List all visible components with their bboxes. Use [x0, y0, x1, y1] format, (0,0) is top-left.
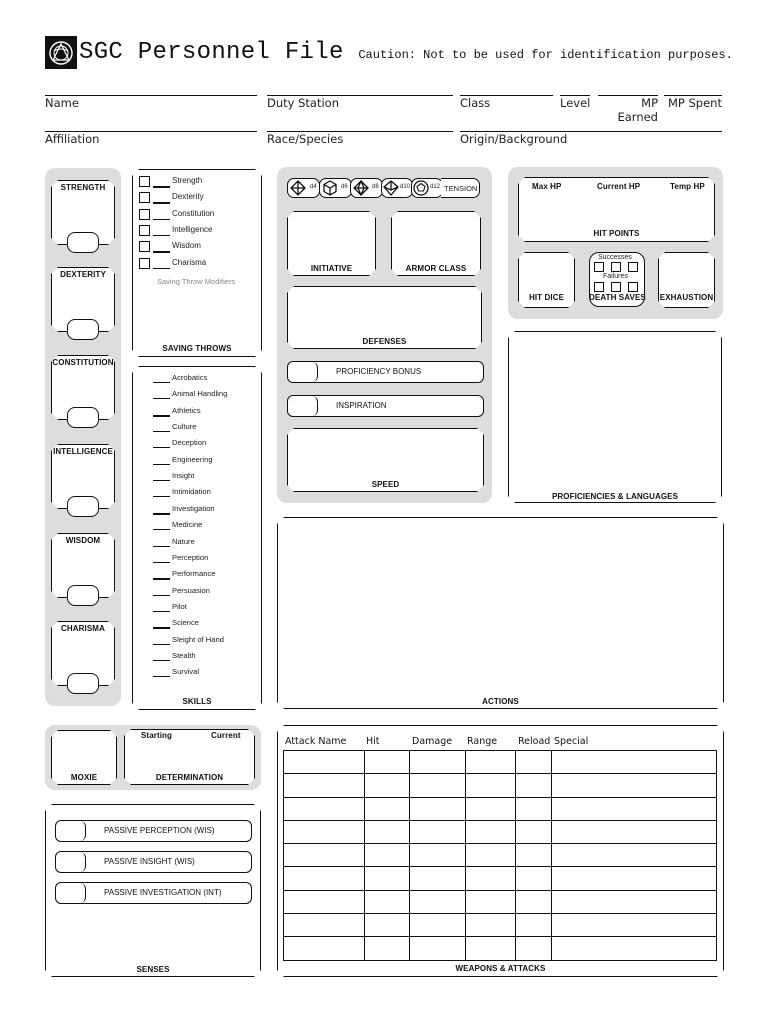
save-checkbox-intelligence[interactable]	[139, 225, 150, 236]
table-row	[284, 937, 717, 960]
save-label-intelligence: Intelligence	[172, 224, 213, 234]
weapon-cell[interactable]	[409, 890, 465, 913]
weapon-cell[interactable]	[364, 774, 409, 797]
weapon-cell[interactable]	[364, 914, 409, 937]
weapon-cell[interactable]	[409, 867, 465, 890]
success-checkbox-3[interactable]	[628, 262, 638, 272]
skill-label-culture: Culture	[172, 422, 197, 432]
skill-modifier-line-performance[interactable]	[153, 578, 170, 580]
success-checkbox-1[interactable]	[594, 262, 604, 272]
table-row	[284, 867, 717, 890]
skill-label-pilot: Pilot	[172, 601, 187, 611]
proficiencies-box[interactable]	[508, 331, 722, 503]
skills-title: SKILLS	[182, 697, 212, 706]
intelligence-modifier[interactable]	[67, 496, 99, 517]
actions-label: ACTIONS	[482, 697, 519, 706]
sense-field-2[interactable]	[55, 882, 252, 904]
speed-label: SPEED	[371, 480, 400, 489]
table-row	[284, 774, 717, 797]
page-title	[79, 38, 733, 70]
failure-checkbox-2[interactable]	[611, 282, 621, 292]
duty-station-field[interactable]: Duty Station	[267, 95, 453, 110]
armor-class-label: ARMOR CLASS	[405, 264, 467, 273]
weapon-cell[interactable]	[516, 890, 552, 913]
skill-label-intimidation: Intimidation	[172, 487, 211, 497]
name-field[interactable]: Name	[45, 95, 257, 110]
weapon-cell[interactable]	[409, 774, 465, 797]
d12-icon	[413, 180, 429, 196]
weapon-cell[interactable]	[552, 890, 717, 913]
failures-label: Failures	[603, 273, 628, 280]
skill-label-survival: Survival	[172, 667, 200, 677]
skill-label-nature: Nature	[172, 536, 195, 546]
wisdom-label: WISDOM	[65, 536, 101, 545]
proficiency-bonus-label: PROFICIENCY BONUS	[336, 367, 422, 376]
success-checkbox-2[interactable]	[611, 262, 621, 272]
weapon-cell[interactable]	[516, 751, 552, 774]
weapon-cell[interactable]	[409, 797, 465, 820]
hit-points-title: HIT POINTS	[593, 229, 640, 238]
sense-label: PASSIVE INSIGHT (WIS)	[104, 857, 195, 866]
save-modifier-line	[153, 251, 170, 253]
mp-spent-field[interactable]: MP Spent	[664, 95, 722, 110]
charisma-modifier[interactable]	[67, 673, 99, 694]
defenses-label: DEFENSES	[362, 337, 407, 346]
attack-name-header: Attack Name	[285, 736, 347, 747]
weapon-cell[interactable]	[465, 867, 516, 890]
d4-die[interactable]: d4	[287, 178, 320, 198]
weapon-cell[interactable]	[364, 867, 409, 890]
table-row	[284, 914, 717, 937]
skill-modifier-line-animal-handling[interactable]	[153, 398, 170, 399]
d8-die[interactable]: d8	[350, 178, 383, 198]
proficiencies-label: PROFICIENCIES & LANGUAGES	[551, 492, 679, 501]
weapon-cell[interactable]	[552, 914, 717, 937]
skill-label-performance: Performance	[172, 569, 216, 579]
weapon-cell[interactable]	[364, 890, 409, 913]
intelligence-label: INTELLIGENCE	[53, 447, 113, 456]
caution-text: Caution: Not to be used for identification purposes.	[358, 48, 733, 62]
class-field[interactable]: Class	[460, 95, 553, 110]
origin-field[interactable]: Origin/Background	[460, 131, 722, 146]
table-row	[284, 820, 717, 843]
skill-label-insight: Insight	[172, 471, 195, 481]
skill-modifier-line-survival[interactable]	[153, 676, 170, 677]
weapon-cell[interactable]	[465, 797, 516, 820]
inspiration-label: INSPIRATION	[336, 401, 387, 410]
strength-modifier[interactable]	[67, 232, 99, 253]
weapon-cell[interactable]	[284, 751, 365, 774]
starting-label: Starting	[141, 731, 173, 740]
skill-modifier-line-science[interactable]	[153, 627, 170, 629]
sense-field-1[interactable]	[55, 851, 252, 873]
weapon-cell[interactable]	[364, 797, 409, 820]
initiative-label: INITIATIVE	[310, 264, 353, 273]
constitution-modifier[interactable]	[67, 407, 99, 428]
actions-box[interactable]	[277, 517, 724, 709]
weapon-cell[interactable]	[284, 774, 365, 797]
skill-label-engineering: Engineering	[172, 454, 213, 464]
skill-modifier-line-intimidation[interactable]	[153, 496, 170, 497]
table-row	[284, 844, 717, 867]
skill-label-deception: Deception	[172, 438, 207, 448]
saving-throw-modifiers-label: Saving Throw Modifiers	[157, 277, 236, 286]
d4-icon	[290, 180, 306, 196]
save-label-dexterity: Dexterity	[172, 192, 204, 202]
affiliation-field[interactable]: Affiliation	[45, 131, 257, 146]
skill-modifier-line-engineering[interactable]	[153, 464, 170, 465]
d12-die[interactable]: d12	[411, 178, 443, 198]
save-modifier-line	[153, 219, 170, 221]
weapon-cell[interactable]	[284, 844, 365, 867]
weapon-cell[interactable]	[465, 751, 516, 774]
current-hp-label: Current HP	[597, 182, 641, 191]
special-header: Special	[554, 736, 589, 747]
skill-label-athletics: Athletics	[172, 405, 201, 415]
range-header: Range	[467, 736, 498, 747]
wisdom-modifier[interactable]	[67, 585, 99, 606]
d6-icon	[322, 180, 338, 196]
save-checkbox-charisma[interactable]	[139, 258, 150, 269]
race-field[interactable]: Race/Species	[267, 131, 453, 146]
weapon-cell[interactable]	[364, 751, 409, 774]
successes-label: Successes	[598, 254, 632, 261]
weapon-cell[interactable]	[465, 820, 516, 843]
senses-title: SENSES	[136, 965, 170, 974]
skill-modifier-line-pilot[interactable]	[153, 611, 170, 612]
strength-label: STRENGTH	[60, 183, 106, 192]
exhaustion-label: EXHAUSTION	[659, 293, 714, 302]
weapon-cell[interactable]	[364, 937, 409, 960]
save-modifier-line	[153, 202, 170, 204]
skills-box	[132, 366, 262, 710]
weapon-cell[interactable]	[465, 844, 516, 867]
weapon-cell[interactable]	[409, 844, 465, 867]
max-hp-label: Max HP	[532, 182, 562, 191]
table-row	[284, 797, 717, 820]
weapon-cell[interactable]	[364, 844, 409, 867]
sense-label: PASSIVE INVESTIGATION (INT)	[104, 888, 222, 897]
weapon-cell[interactable]	[516, 937, 552, 960]
weapon-cell[interactable]	[284, 820, 365, 843]
weapon-cell[interactable]	[552, 751, 717, 774]
save-label-wisdom: Wisdom	[172, 241, 201, 251]
skill-modifier-line-culture[interactable]	[153, 431, 170, 432]
determination-label: DETERMINATION	[155, 773, 224, 782]
weapon-cell[interactable]	[516, 914, 552, 937]
hit-dice-label: HIT DICE	[528, 293, 565, 302]
dexterity-modifier[interactable]	[67, 319, 99, 340]
skill-label-perception: Perception	[172, 552, 209, 562]
dexterity-label: DEXTERITY	[60, 270, 106, 279]
save-modifier-line	[153, 268, 170, 270]
weapon-cell[interactable]	[284, 890, 365, 913]
save-checkbox-strength[interactable]	[139, 176, 150, 187]
d10-icon	[383, 180, 399, 196]
save-label-constitution: Constitution	[172, 208, 215, 218]
weapon-cell[interactable]	[409, 820, 465, 843]
current-label: Current	[211, 731, 241, 740]
weapon-cell[interactable]	[465, 774, 516, 797]
skill-label-medicine: Medicine	[172, 520, 203, 530]
proficiency-bonus-field[interactable]	[287, 361, 484, 383]
sense-label: PASSIVE PERCEPTION (WIS)	[104, 826, 215, 835]
failure-checkbox-3[interactable]	[628, 282, 638, 292]
skill-label-sleight-of-hand: Sleight of Hand	[172, 634, 224, 644]
failure-checkbox-1[interactable]	[594, 282, 604, 292]
save-checkbox-wisdom[interactable]	[139, 241, 150, 252]
weapon-cell[interactable]	[516, 844, 552, 867]
weapon-cell[interactable]	[409, 937, 465, 960]
save-modifier-line	[153, 235, 170, 237]
table-row	[284, 751, 717, 774]
weapon-cell[interactable]	[409, 751, 465, 774]
skill-modifier-line-medicine[interactable]	[153, 529, 170, 530]
skill-label-acrobatics: Acrobatics	[172, 373, 208, 382]
save-label-charisma: Charisma	[172, 257, 207, 267]
death-saves-label: DEATH SAVES	[589, 293, 646, 302]
skill-modifier-line-persuasion[interactable]	[153, 595, 170, 596]
weapon-cell[interactable]	[409, 914, 465, 937]
skill-label-investigation: Investigation	[172, 503, 215, 513]
constitution-label: CONSTITUTION	[52, 358, 114, 367]
level-field[interactable]: Level	[560, 96, 591, 110]
save-label-strength: Strength	[172, 176, 203, 185]
weapons-table	[283, 750, 717, 961]
skill-modifier-line-insight[interactable]	[153, 480, 170, 481]
saving-throws-title: SAVING THROWS	[162, 344, 232, 353]
weapon-cell[interactable]	[552, 867, 717, 890]
skill-label-persuasion: Persuasion	[172, 585, 210, 595]
weapons-title: WEAPONS & ATTACKS	[455, 964, 546, 973]
reload-header: Reload	[518, 736, 551, 747]
tension-box[interactable]: TENSION	[441, 178, 480, 198]
weapon-cell[interactable]	[516, 797, 552, 820]
skill-modifier-line-perception[interactable]	[153, 562, 170, 563]
skill-modifier-line-deception[interactable]	[153, 447, 170, 448]
weapon-cell[interactable]	[552, 820, 717, 843]
skill-label-stealth: Stealth	[172, 650, 196, 660]
mp-earned-field[interactable]: MP Earned	[598, 95, 658, 124]
sgc-logo-icon	[45, 36, 77, 69]
weapon-cell[interactable]	[552, 797, 717, 820]
save-modifier-line	[153, 186, 170, 188]
weapon-cell[interactable]	[465, 890, 516, 913]
skill-label-science: Science	[172, 618, 200, 628]
weapon-cell[interactable]	[516, 820, 552, 843]
skill-modifier-line-acrobatics[interactable]	[153, 382, 170, 383]
weapon-cell[interactable]	[284, 797, 365, 820]
skill-modifier-line-athletics[interactable]	[153, 415, 170, 417]
weapon-cell[interactable]	[465, 937, 516, 960]
skill-modifier-line-investigation[interactable]	[153, 513, 170, 515]
inspiration-field[interactable]	[287, 395, 484, 417]
save-checkbox-constitution[interactable]	[139, 209, 150, 220]
table-row	[284, 890, 717, 913]
weapon-cell[interactable]	[552, 774, 717, 797]
skill-modifier-line-stealth[interactable]	[153, 660, 170, 661]
weapon-cell[interactable]	[465, 914, 516, 937]
skill-label-animal-handling: Animal Handling	[172, 389, 228, 399]
save-checkbox-dexterity[interactable]	[139, 192, 150, 203]
d8-icon	[353, 180, 369, 196]
weapon-cell[interactable]	[284, 914, 365, 937]
sense-field-0[interactable]	[55, 820, 252, 842]
weapon-cell[interactable]	[516, 867, 552, 890]
skill-modifier-line-nature[interactable]	[153, 546, 170, 547]
weapon-cell[interactable]	[364, 820, 409, 843]
weapon-cell[interactable]	[284, 937, 365, 960]
damage-header: Damage	[412, 736, 453, 747]
weapon-cell[interactable]	[516, 774, 552, 797]
weapon-cell[interactable]	[284, 867, 365, 890]
title-text: SGC Personnel File	[79, 39, 344, 66]
d10-die[interactable]: d10	[381, 178, 413, 198]
charisma-label: CHARISMA	[61, 624, 105, 633]
temp-hp-label: Temp HP	[670, 182, 705, 191]
moxie-label: MOXIE	[70, 773, 98, 782]
skill-modifier-line-sleight-of-hand[interactable]	[153, 644, 170, 645]
weapon-cell[interactable]	[552, 937, 717, 960]
hit-header: Hit	[366, 736, 380, 747]
d6-die[interactable]: d6	[319, 178, 352, 198]
weapon-cell[interactable]	[552, 844, 717, 867]
